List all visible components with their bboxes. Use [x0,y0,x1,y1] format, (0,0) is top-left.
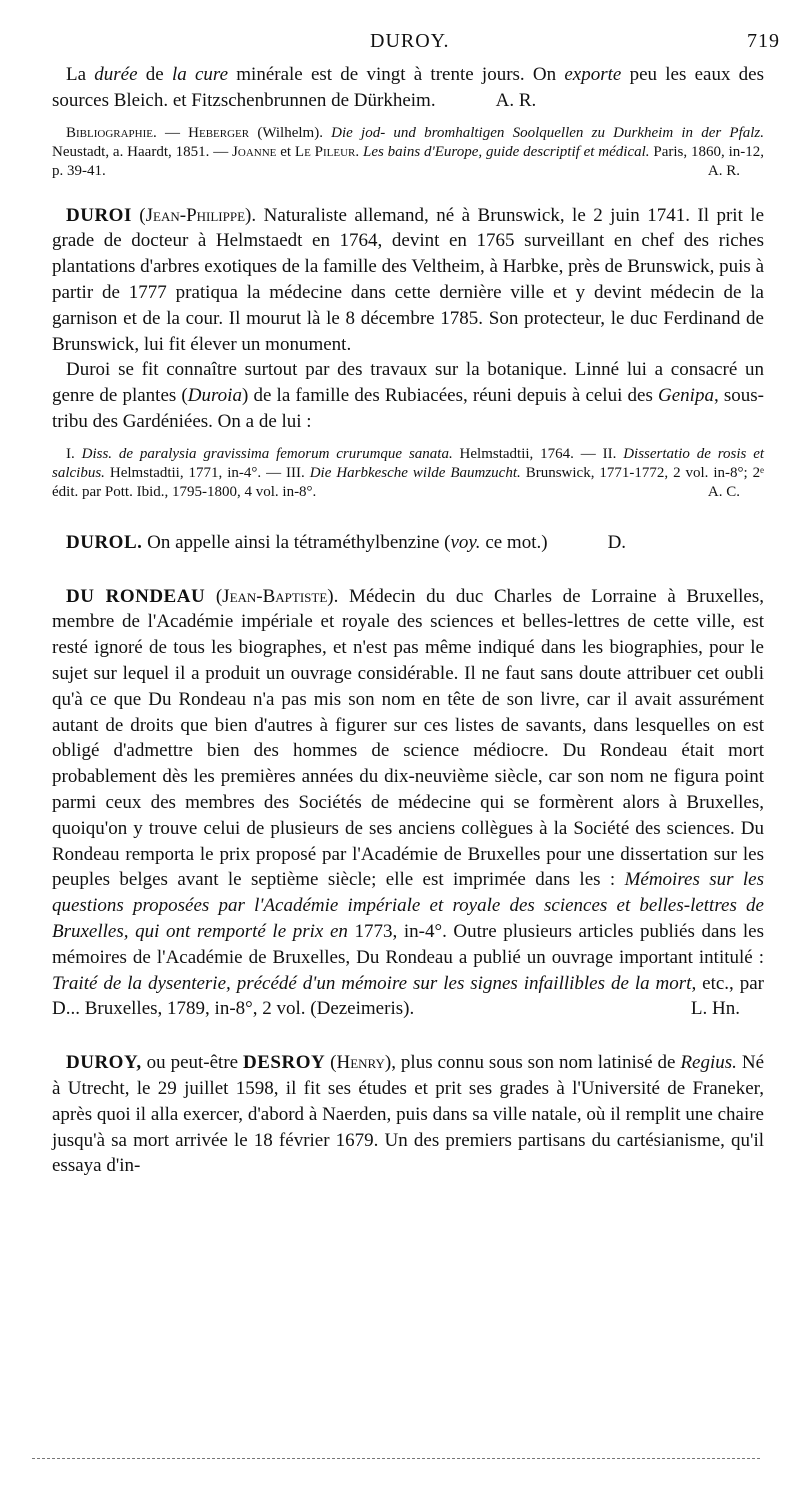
text: Helmstadtii, 1764. — II. [452,445,624,462]
signature: L. Hn. [690,998,740,1020]
text: On appelle ainsi la tétraméthylbenzine ( [142,531,451,553]
page-content [52,62,764,1179]
text: ). [327,585,350,607]
bottom-rule [32,1458,760,1459]
entry-headword: DUROL. [66,531,143,553]
entry-headword: DUROY, [66,1052,142,1074]
author-name: Le Pileur [294,143,356,160]
entry-headword: DU RONDEAU [66,585,206,607]
text: I. [66,445,82,462]
text: Brunswick, 1771-1772, 2 vol. in-8°; 2ᵉ édit. par Pott. Ibid., 1795-1800, 4 vol. in-8°. [52,464,764,500]
text: de [137,64,172,85]
text: ce mot.) [480,531,548,553]
entry-headword-alt: DESROY [243,1052,326,1074]
text: (Wilhelm). [249,124,332,141]
paragraph-cure [52,62,764,114]
text: ou peut-être [141,1052,244,1074]
work-title: Dissertatio de rosis et salcibus. [52,445,765,481]
bibliography-paragraph [52,124,764,181]
emphasis: durée [94,64,138,85]
text: minérale est de vingt à trente jours. On [228,64,565,85]
emphasis: exporte [564,64,622,85]
entry-duroi [52,203,764,358]
work-title: Traité de la dysenterie, précédé d'un mémoire sur les signes infaillibles de la mort, [52,972,697,994]
given-name: Jean-Philippe [145,204,246,226]
text: ( [205,585,223,607]
work-title: Die Harbkesche wilde Baumzucht. [309,464,521,481]
entry-duroi-works [52,445,764,502]
entry-du-rondeau [52,584,764,1023]
emphasis: voy. [450,531,481,553]
author-name: Heberger [188,124,250,141]
text: peu les eaux des sources Bleich. et Fitzschenbrunnen de Dürkheim. [52,64,765,111]
text: ). [245,204,264,226]
bibliography-label: Bibliographie. [66,124,157,141]
page-number: 719 [747,30,780,52]
text: Naturaliste allemand, né à Brunswick, le 2 juin 1741. Il prit le grade de docteur à Helmstaedt en 1764, devint en 1765 surveillant en chef des riches plantations d'arbres exotiques de la famille des Veltheim, à Harbke, près de Brunswick, puis à partir de 1777 pratiqua la médecine dans cette dernière ville et y devint médecin de la garnison et de la cour. Il mourut là le 8 décembre 1785. Son protecteur, le duc Ferdinand de Brunswick, lui fit élever un monument. [52,204,765,355]
text: etc., par D... Bruxelles, 1789, in-8°, 2 vol. (Dezeimeris). [52,972,764,1020]
text: Médecin du duc Charles de Lorraine à Bruxelles, membre de l'Académie impériale et royale des sciences et belles-lettres de cette ville, est resté ignoré de tous les biographes, et n'est pas même indiqué dans les biographies, pour le sujet sur lequel il a produit un ouvrage considérable. Il ne faut sans doute attribuer cet oubli qu'à ce que Du Rondeau n'a pas mis son nom en tête de son livre, car il avait assurément autant de droits que bien d'autres à figurer sur ces listes de savants, dans lesquelles on est obligé d'admettre bien des hommes de science médiocre. Du Rondeau était mort probablement dès les premières années du dix-neuvième siècle, car son nom ne figura point parmi ceux des membres des Sociétés de médecine qui se formèrent alors à Bruxelles, quoiqu'on y trouve celui de plusieurs de ses anciens collègues à la Société des sciences. Du Rondeau remporta le prix proposé par l'Académie de Bruxelles pour une dissertation sur les peuples belges avant le septième siècle; elle est imprimée dans les : [52,585,765,891]
entry-durol [52,530,764,556]
text: Paris, 1860, in-12, p. 39-41. [52,143,765,179]
signature: A. R. [495,89,537,111]
work-title: Diss. de paralysia gravissima femorum crurumque sanata. [81,445,453,462]
signature: A. R. [707,162,740,179]
work-title: Die jod- und bromhaltigen Soolquellen zu Durkheim in der Pfalz. [331,124,765,141]
text: ( [131,204,146,226]
text: , sous-tribu des Gardéniées. On a de lui : [52,385,764,432]
text: Duroi se fit connaître surtout par des travaux sur la botanique. Linné lui a consacré un genre de plantes ( [52,359,764,407]
given-name: Henry [336,1052,385,1074]
text: Helmstadtii, 1771, in-4°. — III. [104,464,310,481]
emphasis: Duroia [187,385,242,407]
text: Né à Utrecht, le 29 juillet 1598, il fit ses études et prit ses grades à l'Université de Franeker, après quoi il alla exercer, d'abord à Naerden, puis dans sa ville natale, où il remplit une chaire jusqu'à sa mort arrivée le 18 février 1679. Un des premiers partisans du cartésianisme, qu'il essaya d'in- [52,1052,765,1177]
text: et [276,143,295,160]
text: ( [325,1052,337,1074]
emphasis: la cure [171,64,229,85]
running-header [52,30,780,60]
text: — [156,124,189,141]
signature: D. [607,531,627,553]
text: 1773, in-4°. Outre plusieurs articles publiés dans les mémoires de l'Académie de Bruxelles, Du Rondeau a publié un ouvrage important intitulé : [52,920,764,968]
text: Neustadt, a. Haardt, 1851. — [52,143,233,160]
work-title: Mémoires sur les questions proposées par l'Académie impériale et royale des sciences et belles-lettres de Bruxelles, qui ont remporté le prix en [52,869,765,942]
emphasis: Genipa [658,385,714,407]
entry-duroi-paragraph-2 [52,357,764,434]
emphasis: Regius. [680,1052,737,1074]
work-title: Les bains d'Europe, guide descriptif et médical. [363,143,650,160]
text: La [66,64,95,85]
text: . [355,143,363,160]
text: ), plus connu sous son nom latinisé de [384,1052,681,1074]
entry-duroy [52,1050,764,1179]
author-name: Joanne [232,143,277,160]
entry-headword: DUROI [66,204,132,226]
signature: A. C. [707,483,740,500]
running-title: DUROY. [370,30,450,52]
given-name: Jean-Baptiste [222,585,328,607]
text: ) de la famille des Rubiacées, réuni depuis à celui des [241,385,659,407]
